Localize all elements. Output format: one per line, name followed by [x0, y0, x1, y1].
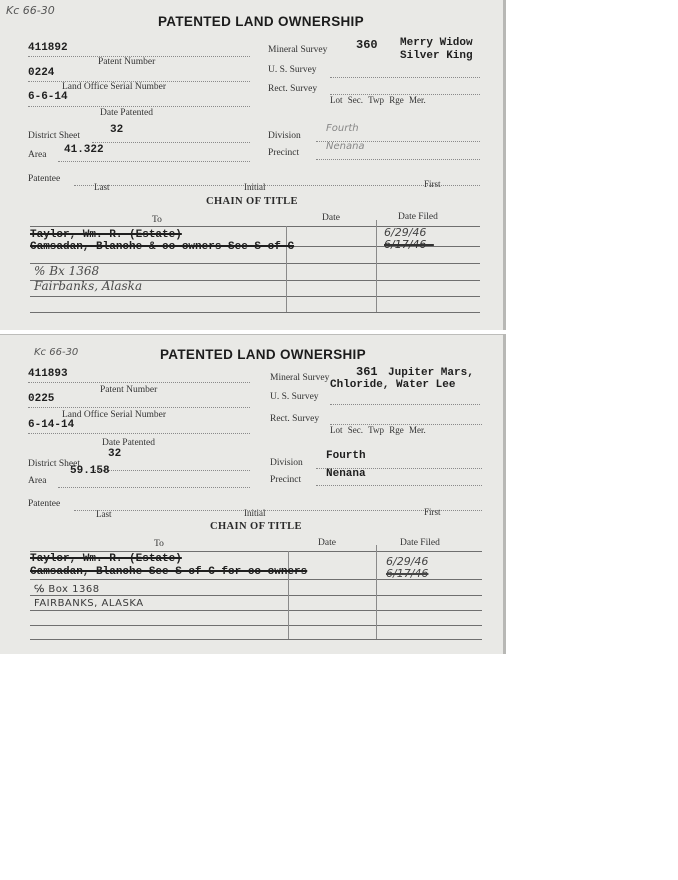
column-to: To: [152, 215, 162, 225]
date-patented-value: 6-6-14: [28, 91, 68, 103]
rect-survey-label: Rect. Survey: [270, 414, 320, 424]
chain-row-2-to: Camsadan, Blanche & co-owners See S of C: [30, 241, 295, 253]
claim-name-1: Jupiter Mars,: [388, 367, 474, 379]
column-date-filed: Date Filed: [398, 212, 438, 222]
precinct-label: Precinct: [270, 475, 302, 485]
date-patented-value: 6-14-14: [28, 419, 75, 431]
chain-of-title-heading: CHAIN OF TITLE: [206, 196, 298, 207]
card-edge-shadow: [503, 334, 506, 654]
card-title: PATENTED LAND OWNERSHIP: [158, 14, 364, 29]
patent-number-value: 411892: [28, 42, 68, 54]
chain-row-3-to: ℅ Box 1368: [34, 584, 100, 595]
column-date-filed: Date Filed: [400, 538, 440, 548]
patent-number-value: 411893: [28, 368, 68, 380]
patentee-first-label: First: [424, 507, 441, 517]
division-label: Division: [270, 458, 303, 468]
serial-number-label: Land Office Serial Number: [62, 410, 167, 420]
patentee-last-label: Last: [94, 182, 110, 192]
serial-number-label: Land Office Serial Number: [62, 82, 167, 92]
patent-number-label: Patent Number: [98, 57, 156, 67]
column-date: Date: [322, 213, 340, 223]
corner-note: Kc 66-30: [6, 4, 55, 17]
rect-survey-columns: Lot Sec. Twp Rge Mer.: [330, 95, 426, 105]
ownership-card-1: [0, 0, 504, 330]
date-patented-label: Date Patented: [100, 108, 154, 118]
area-label: Area: [28, 150, 47, 160]
chain-row-1-to: Taylor, Wm. R. (Estate): [30, 229, 182, 241]
corner-note: Kc 66-30: [34, 347, 79, 358]
mineral-survey-value: 360: [356, 38, 378, 52]
patentee-label: Patentee: [28, 174, 61, 184]
serial-number-value: 0224: [28, 67, 55, 79]
district-sheet-value: 32: [108, 448, 122, 460]
division-value: Fourth: [326, 123, 359, 134]
district-sheet-label: District Sheet: [28, 459, 80, 469]
claim-name-1: Merry Widow: [400, 37, 473, 49]
area-value: 59.158: [70, 465, 110, 477]
district-sheet-value: 32: [110, 124, 124, 136]
rect-survey-label: Rect. Survey: [268, 84, 318, 94]
area-label: Area: [28, 476, 47, 486]
us-survey-label: U. S. Survey: [268, 65, 317, 75]
ownership-card-2: [0, 334, 504, 654]
chain-row-2-filed: 6/17/46 -: [384, 238, 434, 251]
precinct-value: Nenana: [326, 141, 365, 152]
chain-row-1-filed: 6/29/46: [386, 555, 429, 568]
chain-of-title-heading: CHAIN OF TITLE: [210, 521, 302, 532]
patentee-initial-label: Initial: [244, 182, 266, 192]
card-title: PATENTED LAND OWNERSHIP: [160, 347, 366, 362]
patentee-last-label: Last: [96, 509, 112, 519]
chain-row-4-to: Fairbanks, Alaska: [34, 279, 143, 293]
serial-number-value: 0225: [28, 393, 55, 405]
claim-name-2: Silver King: [400, 50, 473, 62]
precinct-label: Precinct: [268, 148, 300, 158]
chain-row-1-to: Taylor, Wm. R. (Estate): [30, 553, 182, 565]
mineral-survey-value: 361: [356, 365, 378, 379]
date-patented-label: Date Patented: [102, 438, 156, 448]
patentee-label: Patentee: [28, 499, 61, 509]
us-survey-label: U. S. Survey: [270, 392, 319, 402]
mineral-survey-label: Mineral Survey: [268, 45, 328, 55]
division-value: Fourth: [326, 450, 366, 462]
card-edge-shadow: [503, 0, 506, 330]
column-to: To: [154, 539, 164, 549]
division-label: Division: [268, 131, 301, 141]
mineral-survey-label: Mineral Survey: [270, 373, 330, 383]
patentee-initial-label: Initial: [244, 508, 266, 518]
patent-number-label: Patent Number: [100, 385, 158, 395]
area-value: 41.322: [64, 144, 104, 156]
claim-name-2: Chloride, Water Lee: [330, 379, 456, 391]
column-date: Date: [318, 538, 336, 548]
chain-row-2-filed: 6/17/46: [386, 567, 429, 580]
precinct-value: Nenana: [326, 468, 366, 480]
district-sheet-label: District Sheet: [28, 131, 80, 141]
chain-row-4-to: FAIRBANKS, ALASKA: [34, 598, 144, 609]
chain-row-3-to: % Bx 1368: [34, 264, 100, 278]
chain-row-2-to: Camsadan, Blanche See S of C for co-owners: [30, 566, 308, 578]
rect-survey-columns: Lot Sec. Twp Rge Mer.: [330, 425, 426, 435]
patentee-first-label: First: [424, 179, 441, 189]
chain-row-1-filed: 6/29/46: [384, 226, 427, 239]
